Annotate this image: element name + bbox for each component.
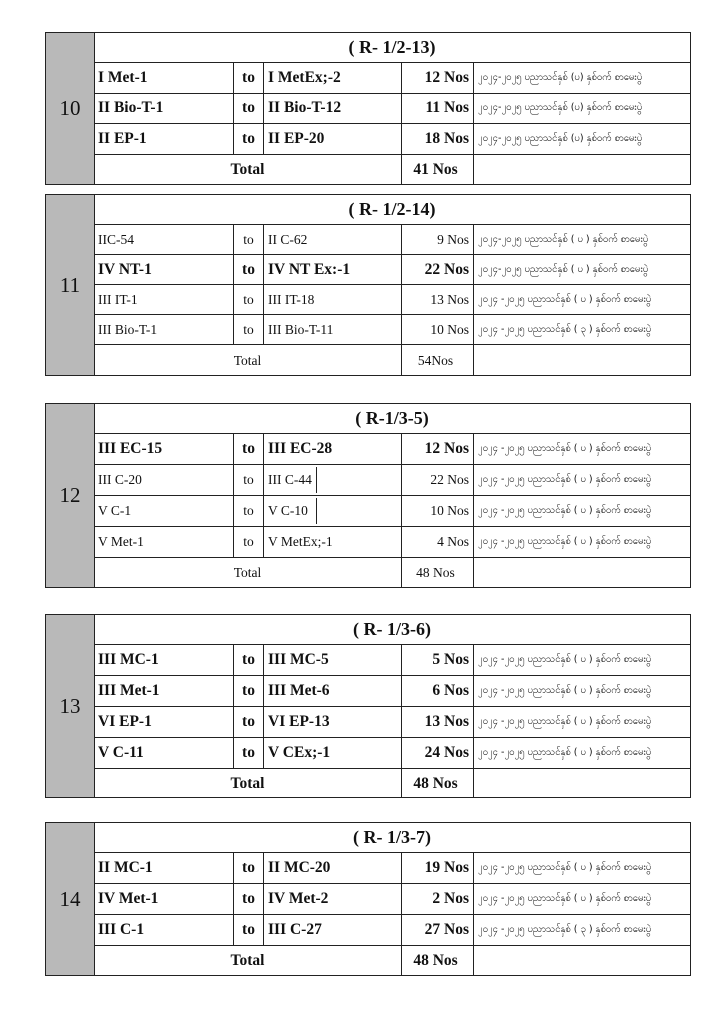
roll-start: II EP-1 [94,124,234,154]
student-count: 27 Nos [402,915,474,945]
exam-note: ၂၀၂၄ -၂၀၂၅ ပညာသင်နှစ် ( ပ ) နှစ်ဝက် စာမေးပွဲ [478,474,652,485]
total-row [94,345,690,376]
roll-start: III Bio-T-1 [94,315,234,344]
exam-note: ၂၀၂၄ -၂၀၂၅ ပညာသင်နှစ် ( ပ ) နှစ်ဝက် စာမေးပွဲ [478,862,652,873]
total-label: Total [94,558,402,588]
exam-note: ၂၀၂၄-၂၀၂၅ ပညာသင်နှစ် (ပ) နှစ်ဝက် စာမေးပွဲ [478,71,643,83]
roll-end: III Met-6 [264,676,402,706]
roll-start: III C-20 [94,465,234,495]
student-count: 10 Nos [402,315,474,344]
exam-note: ၂၀၂၄ -၂၀၂၅ ပညာသင်နှစ် ( ပ ) နှစ်ဝက် စာမေးပွဲ [478,505,652,516]
exam-note: ၂၀၂၄ -၂၀၂၅ ပညာသင်နှစ် ( ပ ) နှစ်ဝက် စာမေးပွဲ [478,443,652,454]
roll-start: IV Met-1 [94,884,234,914]
to-label: to [234,676,264,706]
roll-start: IIC-54 [94,225,234,254]
exam-note: ၂၀၂၄ -၂၀၂၅ ပညာသင်နှစ် ( ၃ ) နှစ်ဝက် စာမေးပွဲ [478,924,652,935]
room-block [45,614,691,798]
total-label: Total [94,946,402,976]
table-row [94,285,690,315]
total-count: 48 Nos [402,769,474,798]
total-row [94,946,690,976]
roll-end: III C-44 [264,465,402,495]
student-count: 10 Nos [402,496,474,526]
exam-note: ၂၀၂၄ -၂၀၂၅ ပညာသင်နှစ် ( ပ ) နှစ်ဝက် စာမေးပွဲ [478,654,652,665]
roll-end: II C-62 [264,225,402,254]
total-count: 41 Nos [402,155,474,185]
roll-end: V CEx;-1 [264,738,402,768]
table-row [94,707,690,738]
exam-note: ၂၀၂၄ -၂၀၂၅ ပညာသင်နှစ် ( ပ ) နှစ်ဝက် စာမေးပွဲ [478,747,652,758]
roll-start: III Met-1 [94,676,234,706]
exam-note: ၂၀၂၄-၂၀၂၅ ပညာသင်နှစ် (ပ) နှစ်ဝက် စာမေးပွဲ [478,102,643,114]
room-code-title: ( R-1/3-5) [94,404,690,434]
student-count: 9 Nos [402,225,474,254]
to-label: to [234,884,264,914]
roll-start: III IT-1 [94,285,234,314]
total-row [94,769,690,798]
room-number: 11 [46,195,95,375]
to-label: to [234,225,264,254]
total-label: Total [94,155,402,185]
total-row [94,558,690,588]
student-count: 13 Nos [402,285,474,314]
roll-start: III C-1 [94,915,234,945]
roll-start: III MC-1 [94,645,234,675]
table-row [94,496,690,527]
roll-end: II MC-20 [264,853,402,883]
total-label: Total [94,769,402,798]
total-count: 48 Nos [402,946,474,976]
table-row [94,255,690,285]
total-count: 54Nos [402,345,474,376]
table-row [94,434,690,465]
to-label: to [234,915,264,945]
roll-end: II EP-20 [264,124,402,154]
room-number: 12 [46,404,95,587]
roll-start: V C-11 [94,738,234,768]
roll-end: IV Met-2 [264,884,402,914]
student-count: 22 Nos [402,255,474,284]
room-number: 14 [46,823,95,975]
to-label: to [234,496,264,526]
roll-end: III IT-18 [264,285,402,314]
room-code-title: ( R- 1/2-14) [94,195,690,225]
room-code-title: ( R- 1/3-7) [94,823,690,853]
total-label: Total [94,345,402,376]
to-label: to [234,285,264,314]
roll-end: III MC-5 [264,645,402,675]
to-label: to [234,434,264,464]
room-code-title: ( R- 1/2-13) [94,33,690,63]
exam-note: ၂၀၂၄ -၂၀၂၅ ပညာသင်နှစ် ( ၃ ) နှစ်ဝက် စာမေးပွဲ [478,323,652,335]
total-note-empty [474,946,690,976]
exam-note: ၂၀၂၄ -၂၀၂၅ ပညာသင်နှစ် ( ပ ) နှစ်ဝက် စာမေးပွဲ [478,536,652,547]
to-label: to [234,707,264,737]
roll-start: V C-1 [94,496,234,526]
student-count: 11 Nos [402,94,474,124]
room-content [94,33,690,184]
cell-divider [316,467,317,493]
table-row [94,63,690,94]
table-row [94,676,690,707]
table-row [94,884,690,915]
to-label: to [234,94,264,124]
roll-start: I Met-1 [94,63,234,93]
roll-start: VI EP-1 [94,707,234,737]
student-count: 18 Nos [402,124,474,154]
student-count: 4 Nos [402,527,474,557]
roll-end: VI EP-13 [264,707,402,737]
roll-end: II Bio-T-12 [264,94,402,124]
room-content [94,195,690,375]
to-label: to [234,315,264,344]
roll-start: IV NT-1 [94,255,234,284]
room-number: 13 [46,615,95,797]
room-block [45,403,691,588]
student-count: 12 Nos [402,434,474,464]
student-count: 2 Nos [402,884,474,914]
table-row [94,124,690,155]
cell-divider [316,498,317,524]
exam-note: ၂၀၂၄-၂၀၂၅ ပညာသင်နှစ် ( ပ ) နှစ်ဝက် စာမေးပွဲ [478,233,649,245]
roll-start: III EC-15 [94,434,234,464]
student-count: 22 Nos [402,465,474,495]
roll-end: I MetEx;-2 [264,63,402,93]
exam-note: ၂၀၂၄-၂၀၂၅ ပညာသင်နှစ် ( ပ ) နှစ်ဝက် စာမေးပွဲ [478,263,649,275]
total-row [94,155,690,185]
exam-note: ၂၀၂၄ -၂၀၂၅ ပညာသင်နှစ် ( ပ ) နှစ်ဝက် စာမေးပွဲ [478,716,652,727]
total-count: 48 Nos [402,558,474,588]
room-code-title: ( R- 1/3-6) [94,615,690,645]
room-block [45,194,691,376]
exam-note: ၂၀၂၄-၂၀၂၅ ပညာသင်နှစ် (ပ) နှစ်ဝက် စာမေးပွဲ [478,132,643,144]
student-count: 24 Nos [402,738,474,768]
table-row [94,527,690,558]
exam-note: ၂၀၂၄ -၂၀၂၅ ပညာသင်နှစ် ( ပ ) နှစ်ဝက် စာမေးပွဲ [478,685,652,696]
roll-end: III C-27 [264,915,402,945]
table-row [94,315,690,345]
table-row [94,465,690,496]
roll-end: V MetEx;-1 [264,527,402,557]
table-row [94,915,690,946]
table-row [94,94,690,125]
total-note-empty [474,155,690,185]
to-label: to [234,63,264,93]
student-count: 5 Nos [402,645,474,675]
roll-start: II Bio-T-1 [94,94,234,124]
room-content [94,404,690,587]
table-row [94,738,690,769]
roll-end: V C-10 [264,496,402,526]
to-label: to [234,645,264,675]
room-content [94,823,690,975]
student-count: 12 Nos [402,63,474,93]
to-label: to [234,853,264,883]
student-count: 13 Nos [402,707,474,737]
to-label: to [234,255,264,284]
roll-end: IV NT Ex:-1 [264,255,402,284]
total-note-empty [474,769,690,798]
total-note-empty [474,558,690,588]
roll-end: III EC-28 [264,434,402,464]
roll-start: V Met-1 [94,527,234,557]
exam-note: ၂၀၂၄ -၂၀၂၅ ပညာသင်နှစ် ( ပ ) နှစ်ဝက် စာမေးပွဲ [478,893,652,904]
to-label: to [234,465,264,495]
total-note-empty [474,345,690,376]
to-label: to [234,124,264,154]
student-count: 19 Nos [402,853,474,883]
student-count: 6 Nos [402,676,474,706]
to-label: to [234,527,264,557]
roll-end: III Bio-T-11 [264,315,402,344]
room-block [45,32,691,185]
exam-note: ၂၀၂၄ -၂၀၂၅ ပညာသင်နှစ် ( ပ ) နှစ်ဝက် စာမေးပွဲ [478,293,652,305]
roll-start: II MC-1 [94,853,234,883]
table-row [94,225,690,255]
room-content [94,615,690,797]
room-number: 10 [46,33,95,184]
room-block [45,822,691,976]
table-row [94,645,690,676]
table-row [94,853,690,884]
to-label: to [234,738,264,768]
